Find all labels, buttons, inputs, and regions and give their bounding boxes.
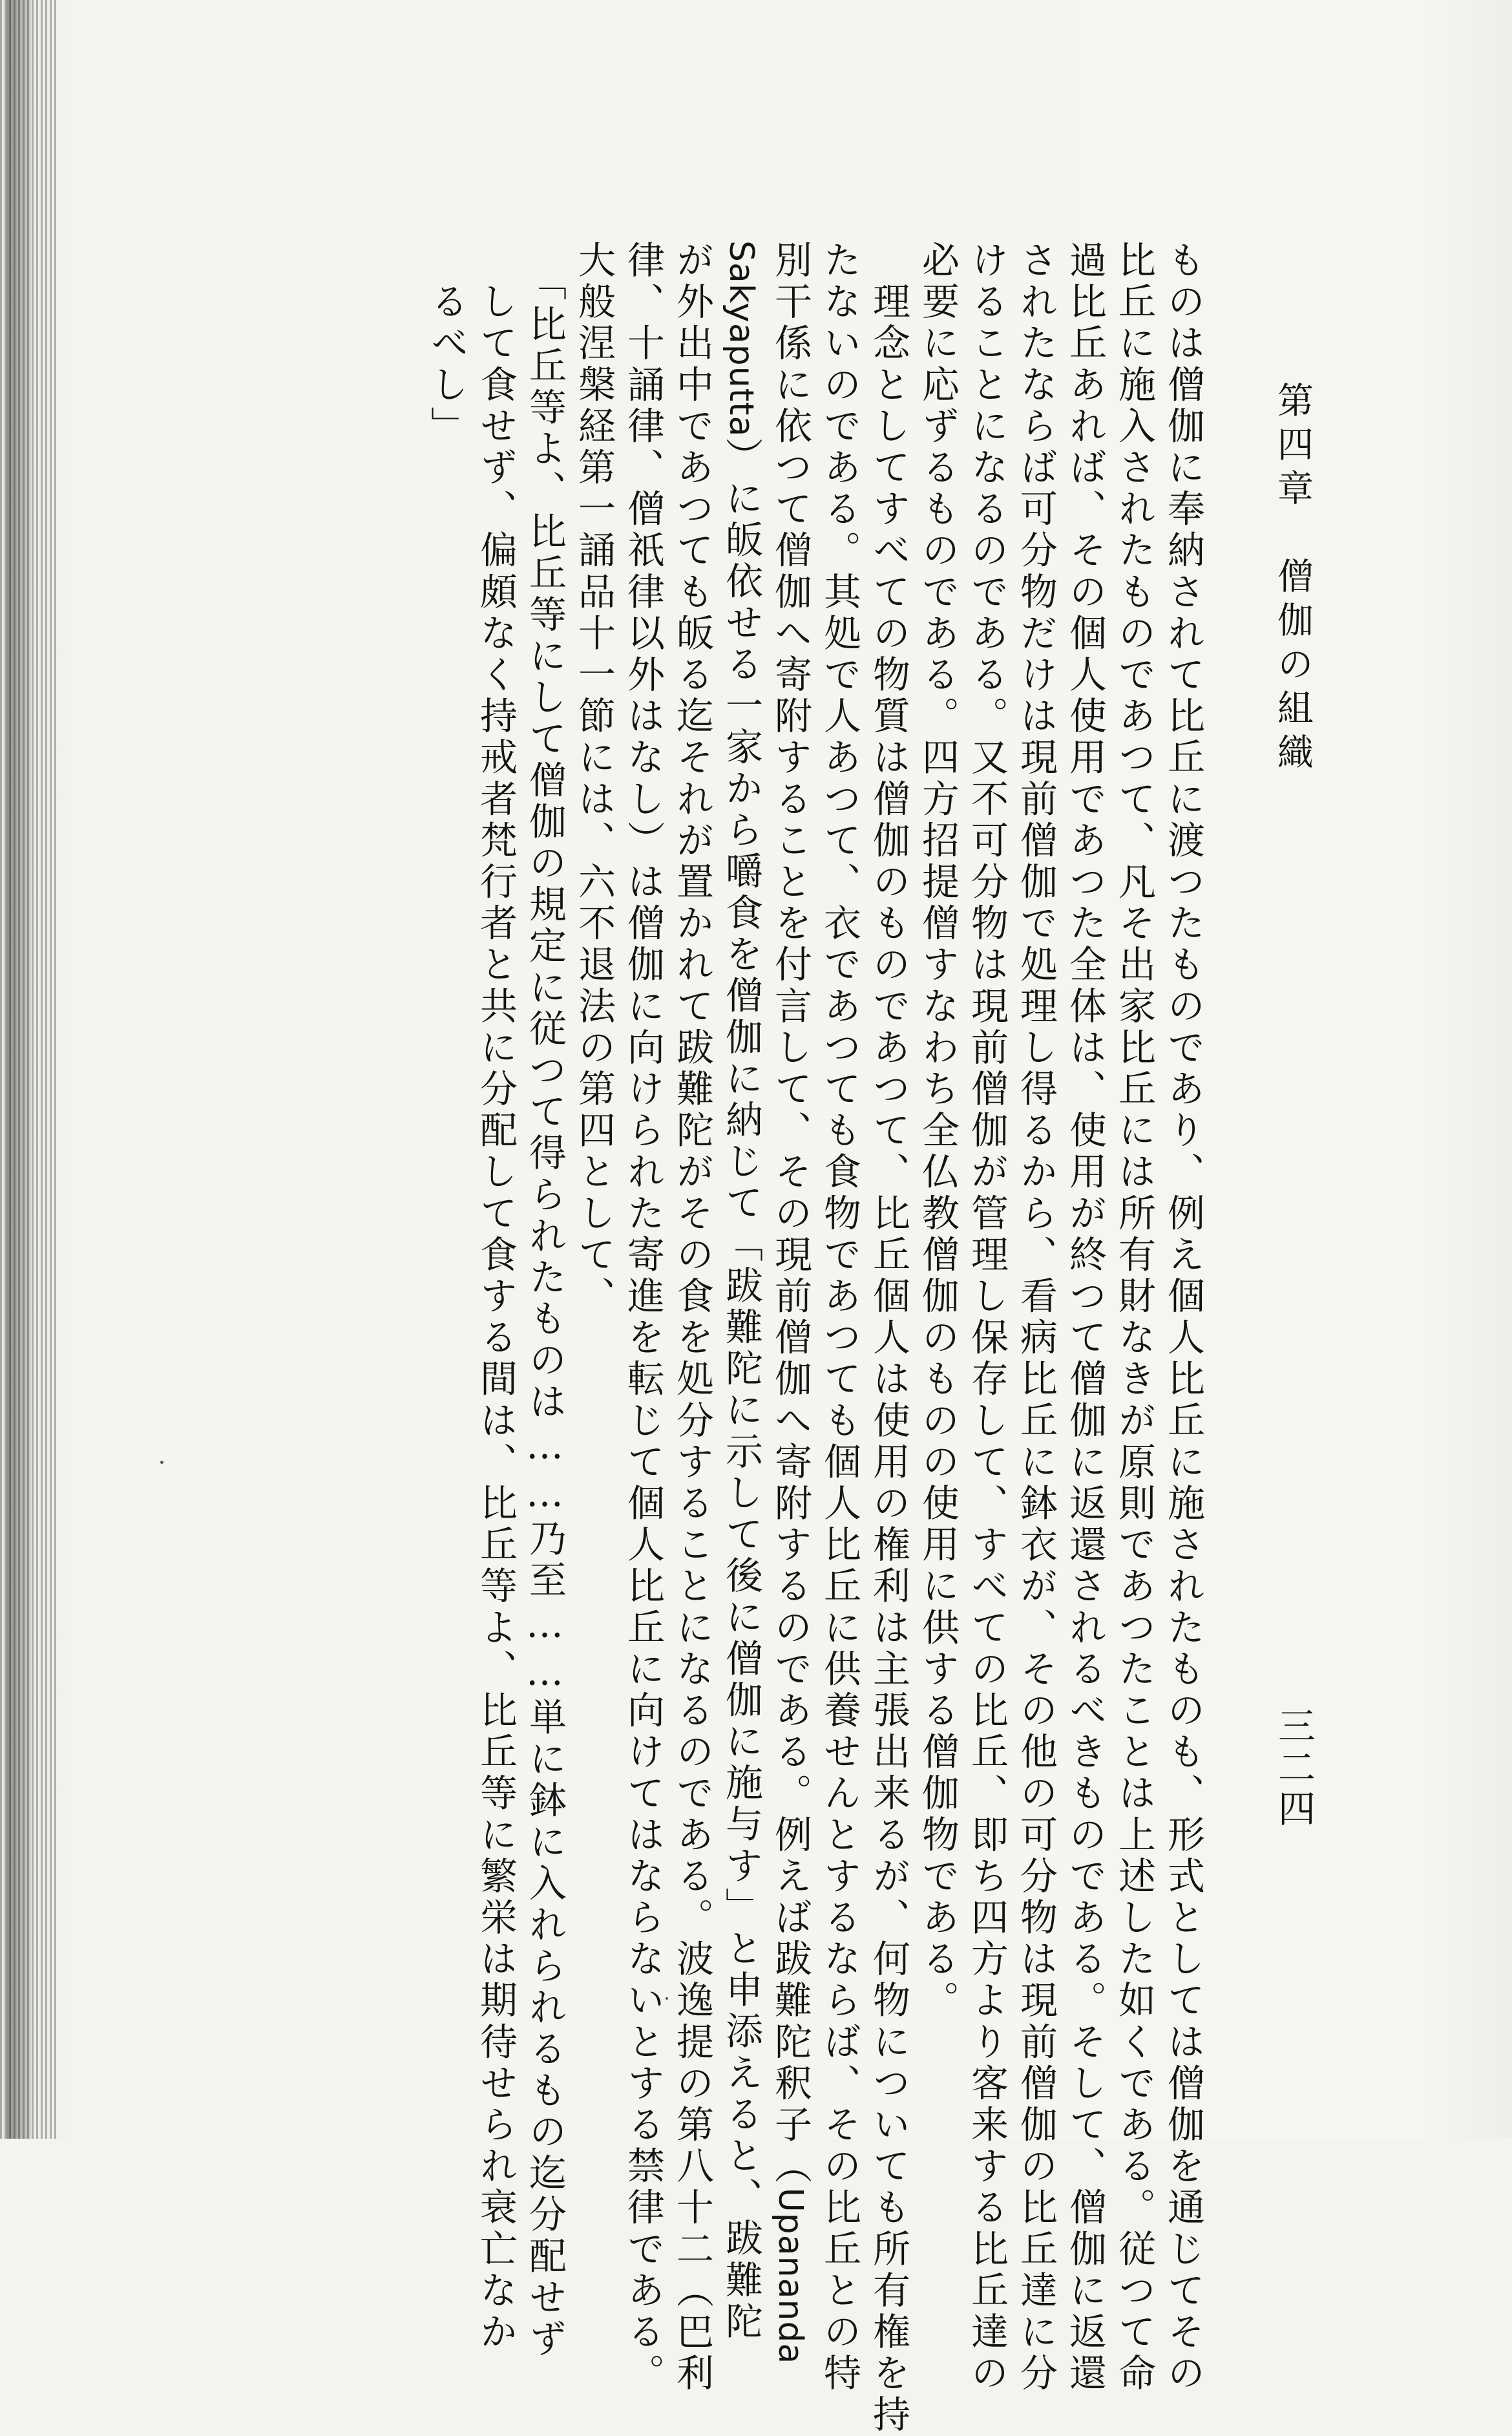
text-column: 理念としてすべての物質は僧伽のものであつて、比丘個人は使用の権利は主張出来るが、何物についても所有権を持: [866, 240, 910, 2436]
text-column: が外出中であつても皈る迄それが置かれて跋難陀がその食を処分することになるのである。波逸提の第八十二（巴利: [670, 240, 714, 2395]
binding-edge: [6, 0, 31, 2139]
page-number: 三二四: [1272, 1706, 1316, 1830]
text-column: ものは僧伽に奉納されて比丘に渡つたものであり、例え個人比丘に施されたものも、形式としては僧伽を通じてその: [1161, 240, 1205, 2395]
quote-column: るべし」: [425, 240, 468, 448]
scan-speck: [160, 1461, 163, 1464]
text-column: Sakyaputta）に皈依せる一家から嚼食を僧伽に納じて「跋難陀に示して後に僧伽に施与す」と申添えると、跋難陀: [719, 240, 763, 2343]
text-column: されたならば可分物だけは現前僧伽で処理し得るから、看病比丘に鉢衣が、その他の可分物は現前僧伽の比丘達に分: [1014, 240, 1058, 2395]
text-column: 比丘に施入されたものであつて、凡そ出家比丘には所有財なきが原則であつたことは上述した如くである。従つて命: [1112, 240, 1156, 2395]
text-column: たないのである。其処で人あつて、衣であつても食物であつても個人比丘に供養せんとするならば、その比丘との特: [817, 240, 861, 2395]
text-column: 必要に応ずるものである。四方招提僧すなわち全仏教僧伽のものの使用に供する僧伽物である。: [916, 240, 960, 2022]
text-column: 過比丘あれば、その個人使用であつた全体は、使用が終つて僧伽に返還されるべきものである。そして、僧伽に返還: [1063, 240, 1107, 2395]
quote-column: 「比丘等よ、比丘等にして僧伽の規定に従つて得られたものは……乃至……単に鉢に入れられるもの迄分配せず: [523, 240, 567, 2361]
scan-speck: [666, 1997, 668, 2000]
chapter-title: 第四章 僧伽の組織: [1272, 381, 1314, 777]
quote-column: して食せず、偏頗なく持戒者梵行者と共に分配して食する間は、比丘等よ、比丘等に繁栄は期待せられ衰亡なか: [474, 240, 518, 2354]
text-column: けることになるのである。又不可分物は現前僧伽が管理し保存して、すべての比丘、即ち四方より客来する比丘達の: [965, 240, 1009, 2395]
text-column: 律、十誦律、僧祇律以外はなし）は僧伽に向けられた寄進を転じて個人比丘に向けてはならないとする禁律である。: [621, 240, 665, 2395]
text-column: 大般涅槃経第一誦品十一節には、六不退法の第四として、: [572, 240, 616, 1318]
text-column: 別干係に依つて僧伽へ寄附することを付言して、その現前僧伽へ寄附するのである。例えば跋難陀釈子（Upananda: [768, 240, 812, 2365]
